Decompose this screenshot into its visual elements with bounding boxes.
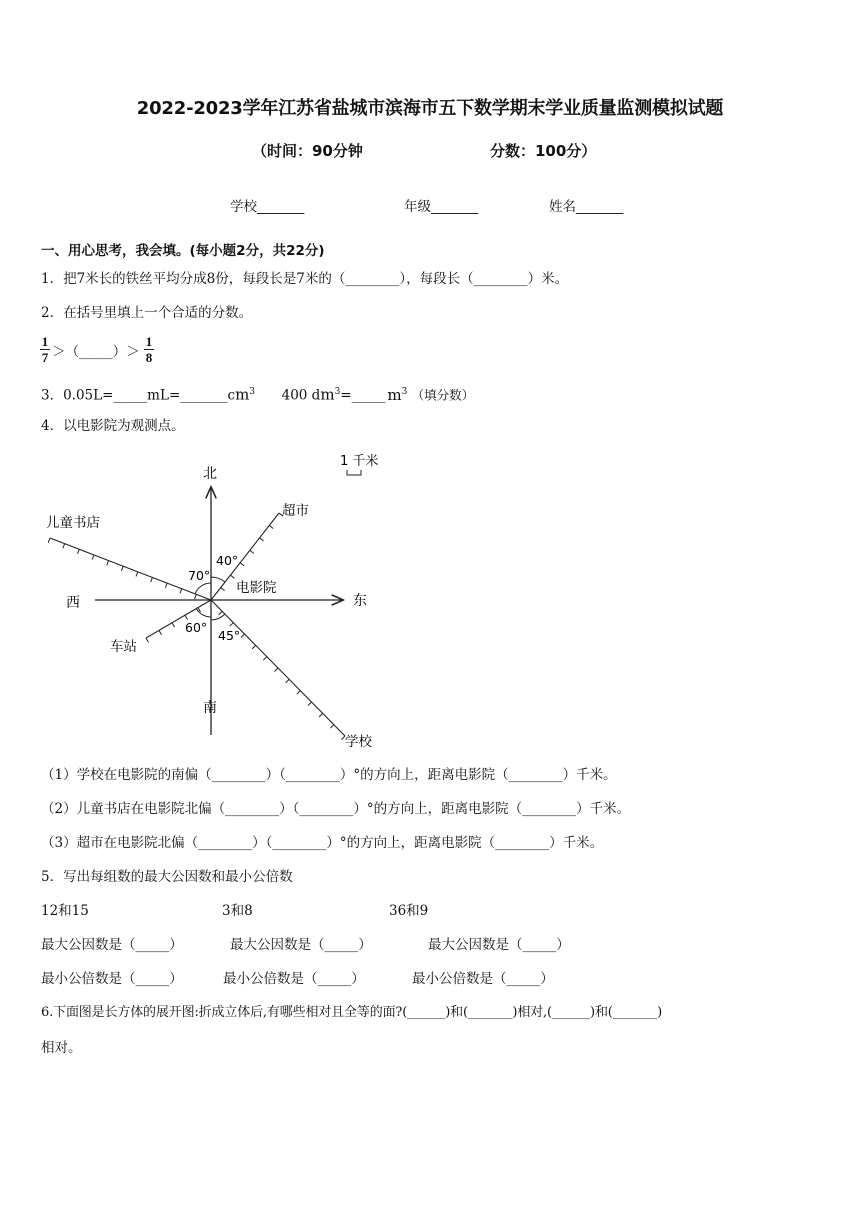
angle-arc-70: [195, 583, 211, 594]
gcd-answer-2: 最大公因数是（_____）: [230, 937, 372, 953]
ray-tick: [250, 550, 254, 553]
label-supermarket: 超市: [282, 503, 309, 519]
ray-tick: [240, 563, 244, 566]
lcm-answer-2: 最小公倍数是（_____）: [223, 971, 365, 987]
lcm-answer-3: 最小公倍数是（_____）: [412, 971, 554, 987]
question-2-blank: ＞（_____）＞: [52, 344, 140, 360]
ray-tick: [308, 702, 312, 706]
unit-exponent: 3: [401, 387, 408, 397]
label-scale: 1 千米: [340, 454, 379, 469]
ray-tick: [195, 594, 197, 599]
number-group-2: 3和8: [222, 903, 253, 919]
question-4-sub-1: （1）学校在电影院的南偏（________）（________）°的方向上，距离电影院（________）千米。: [41, 767, 617, 783]
question-6: 6.下面图是长方体的展开图:折成立体后,有哪些相对且全等的面?(______)和(_______)相对,(______)和(_______): [41, 1005, 663, 1020]
label-east: 东: [353, 593, 367, 609]
section-heading: 一、用心思考，我会填。(每小题2分，共22分): [41, 243, 325, 259]
ray-tick: [286, 679, 290, 683]
label-school: 学校: [345, 734, 372, 750]
name-field: 姓名_______: [549, 199, 624, 215]
grade-field: 年级_______: [404, 199, 479, 215]
question-3: [41, 383, 474, 405]
question-6-continued: 相对。: [41, 1040, 82, 1056]
question-4-sub-3: （3）超市在电影院北偏（________）（________）°的方向上，距离电影院（________）千米。: [41, 835, 604, 851]
question-3-part2: 400 d: [281, 387, 321, 404]
ray-tick: [185, 615, 188, 619]
question-2: 2．在括号里填上一个合适的分数。: [41, 305, 253, 321]
ray-tick: [146, 638, 149, 642]
lcm-answer-1: 最小公倍数是（_____）: [41, 971, 183, 987]
ray-tick: [241, 634, 245, 638]
page-title: 2022-2023学年江苏省盐城市滨海市五下数学期末学业质量监测模拟试题: [136, 98, 724, 119]
question-1: 1．把7米长的铁丝平均分成8份，每段长是7米的（________），每段长（________）米。: [41, 271, 569, 287]
ray-tick: [77, 549, 79, 554]
ray-tick: [252, 645, 256, 649]
ray-tick: [230, 575, 234, 578]
unit-m: m: [320, 385, 335, 404]
label-bookstore: 儿童书店: [46, 515, 100, 531]
label-station: 车站: [110, 639, 137, 655]
gcd-answer-3: 最大公因数是（_____）: [428, 937, 570, 953]
exam-score: 分数：100分）: [490, 142, 597, 160]
label-north: 北: [203, 466, 217, 482]
label-angle-45: 45°: [218, 628, 241, 643]
label-cinema: 电影院: [236, 580, 277, 596]
ray-tick: [165, 583, 167, 588]
label-west: 西: [66, 595, 80, 611]
ray-tick: [297, 691, 301, 695]
question-3-note: （填分数）: [411, 387, 475, 403]
unit-exponent: 3: [334, 387, 341, 397]
ray-tick: [180, 589, 182, 594]
label-angle-60: 60°: [185, 620, 208, 635]
fraction-one-eighth: [144, 335, 154, 364]
ray-tick: [330, 725, 334, 729]
question-4: 4．以电影院为观测点。: [41, 418, 185, 434]
label-angle-70: 70°: [188, 568, 211, 583]
ray-tick: [92, 555, 94, 560]
label-angle-40: 40°: [216, 553, 239, 568]
ray-tick: [274, 668, 278, 672]
question-3-part1: 3．0.05L=_____mL=_______c: [41, 387, 236, 404]
ray-tick: [269, 525, 273, 528]
unit-m: m: [235, 385, 250, 404]
fraction-numerator: 1: [145, 334, 153, 349]
ray-tick: [319, 713, 323, 717]
ray-tick: [230, 623, 234, 627]
question-4-sub-2: （2）儿童书店在电影院北偏（________）（________）°的方向上，距离电影院（________）千米。: [41, 801, 631, 817]
number-group-3: 36和9: [389, 903, 429, 919]
ray-tick: [107, 561, 109, 566]
ray-tick: [136, 572, 138, 577]
exam-time: （时间：90分钟: [252, 142, 363, 160]
fraction-numerator: 1: [41, 334, 49, 349]
ray-tick: [121, 566, 123, 571]
unit-exponent: 3: [249, 387, 256, 397]
school-field: 学校_______: [230, 199, 305, 215]
ray-tick: [219, 611, 223, 615]
unit-m: m: [387, 385, 402, 404]
angle-arc-40: [211, 577, 225, 582]
ray-tick: [221, 588, 225, 591]
fraction-denominator: 7: [41, 350, 49, 365]
ray-tick: [263, 657, 267, 661]
angle-arc-45: [211, 614, 225, 620]
number-group-1: 12和15: [41, 903, 89, 919]
ray-school: [211, 600, 345, 740]
ray-tick: [172, 623, 175, 627]
ray-tick: [63, 544, 65, 549]
ray-tick: [48, 538, 50, 543]
fraction-one-seventh: [40, 335, 50, 364]
ray-tick: [151, 577, 153, 582]
direction-diagram: [0, 440, 420, 760]
ray-tick: [260, 538, 264, 541]
question-3-part3: =_____: [340, 387, 386, 404]
label-south: 南: [203, 700, 217, 716]
fraction-denominator: 8: [145, 350, 153, 365]
scale-bar: [347, 470, 361, 475]
ray-bookstore: [48, 538, 211, 600]
angle-arc-60: [196, 608, 211, 617]
ray-tick: [159, 630, 162, 634]
question-5: 5．写出每组数的最大公因数和最小公倍数: [41, 869, 293, 885]
gcd-answer-1: 最大公因数是（_____）: [41, 937, 183, 953]
